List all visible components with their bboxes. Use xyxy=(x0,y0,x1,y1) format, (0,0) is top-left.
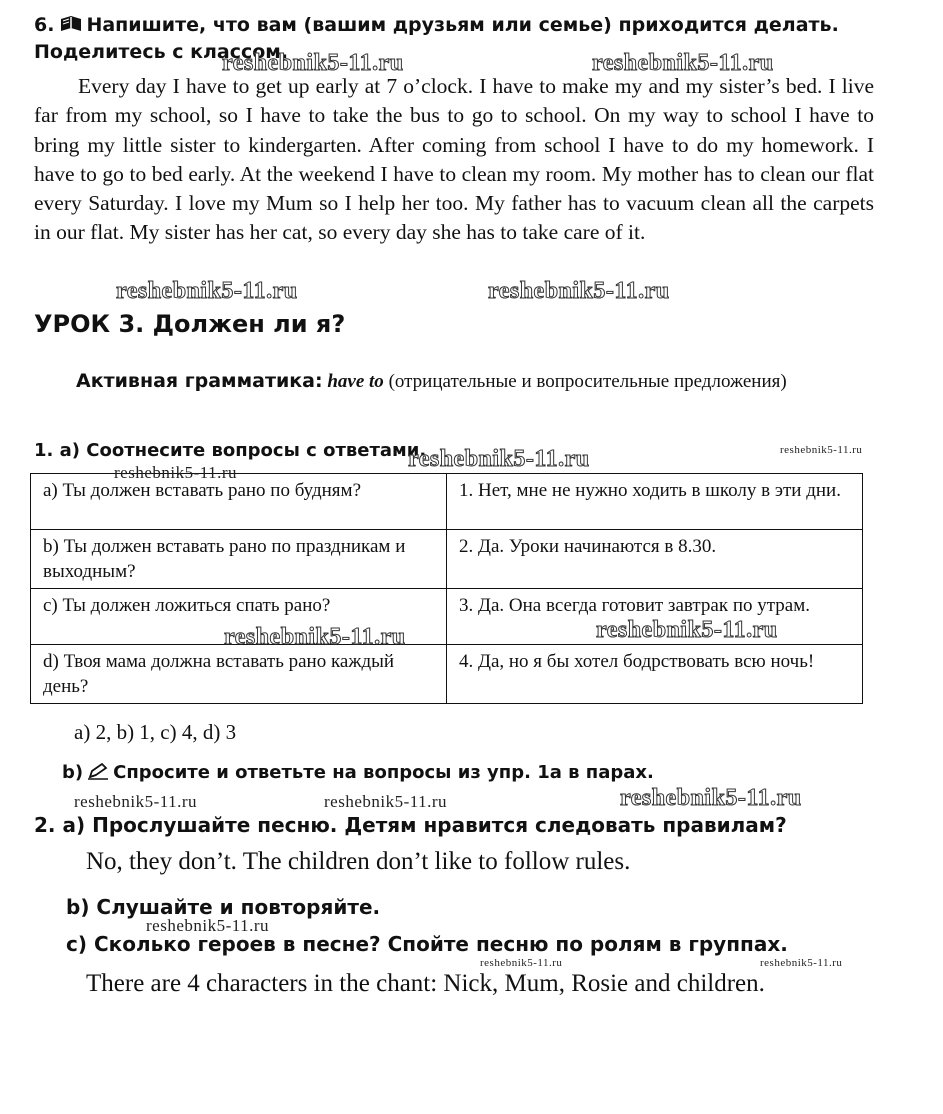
exercise-1b-instruction xyxy=(62,762,654,783)
exercise-6-number: 6. xyxy=(34,14,55,36)
book-icon xyxy=(60,15,82,33)
lesson-title: УРОК 3. Должен ли я? xyxy=(34,310,346,338)
answer-cell: 3. Да. Она всегда готовит завтрак по утрам. xyxy=(447,589,863,645)
answer-cell: 1. Нет, мне не нужно ходить в школу в эти дни. xyxy=(447,474,863,530)
exercise-1a-instruction: 1. а) Соотнесите вопросы с ответами. xyxy=(34,440,427,461)
question-cell: d) Твоя мама должна вставать рано каждый день? xyxy=(31,645,447,704)
watermark: reshebnik5-11.ru xyxy=(596,617,778,643)
watermark: reshebnik5-11.ru xyxy=(114,463,238,482)
grammar-have-to: have to xyxy=(327,371,384,392)
watermark: reshebnik5-11.ru xyxy=(146,916,270,935)
matching-table xyxy=(30,473,863,704)
exercise-2a-instruction: 2. а) Прослушайте песню. Детям нравится следовать правилам? xyxy=(34,813,787,837)
exercise-1b-label: b) xyxy=(62,762,84,783)
exercise-2c-answer: There are 4 characters in the chant: Nick, Mum, Rosie and children. xyxy=(86,970,765,997)
exercise-2b-instruction: b) Слушайте и повторяйте. xyxy=(66,895,381,919)
exercise-2a-answer: No, they don’t. The children don’t like to follow rules. xyxy=(86,848,631,875)
question-cell: c) Ты должен ложиться спать рано? xyxy=(31,589,447,645)
exercise-1b-text: Спросите и ответьте на вопросы из упр. 1a в парах. xyxy=(113,762,654,783)
watermark: reshebnik5-11.ru xyxy=(324,792,448,811)
exercise-2c-instruction: c) Сколько героев в песне? Спойте песню по ролям в группах. xyxy=(66,932,788,956)
answer-cell: 4. Да, но я бы хотел бодрствовать всю ночь! xyxy=(447,645,863,704)
watermark: reshebnik5-11.ru xyxy=(116,278,298,304)
watermark: reshebnik5-11.ru xyxy=(760,957,843,969)
watermark: reshebnik5-11.ru xyxy=(592,50,774,76)
pencil-icon xyxy=(87,762,109,780)
active-grammar xyxy=(34,368,874,395)
watermark: reshebnik5-11.ru xyxy=(480,957,563,969)
question-cell: b) Ты должен вставать рано по праздникам и выходным? xyxy=(31,530,447,589)
watermark: reshebnik5-11.ru xyxy=(408,446,590,472)
watermark: reshebnik5-11.ru xyxy=(780,444,863,456)
exercise-6-text: Напишите, что вам (вашим друзьям или семье) приходится делать. Поделитесь с классом. xyxy=(34,14,839,63)
answer-cell: 2. Да. Уроки начинаются в 8.30. xyxy=(447,530,863,589)
watermark: reshebnik5-11.ru xyxy=(224,624,406,650)
table-row xyxy=(31,530,863,589)
watermark: reshebnik5-11.ru xyxy=(222,50,404,76)
exercise-1a-answer: a) 2, b) 1, c) 4, d) 3 xyxy=(74,720,237,744)
watermark: reshebnik5-11.ru xyxy=(488,278,670,304)
watermark: reshebnik5-11.ru xyxy=(620,785,802,811)
grammar-label: Активная грамматика: xyxy=(76,370,323,392)
watermark: reshebnik5-11.ru xyxy=(74,792,198,811)
grammar-description: (отрицательные и вопросительные предложения) xyxy=(388,371,787,392)
table-row xyxy=(31,645,863,704)
question-cell: a) Ты должен вставать рано по будням? xyxy=(31,474,447,530)
exercise-6-answer: Every day I have to get up early at 7 o’clock. I have to make my and my sister’s bed. I live far from my school, so I have to take the bus to go to school. On my way to school I have to bring my little sister to kindergarten. After coming from school I have to do my homework. I have to go to bed early. At the weekend I have to clean my room. My mother has to clean our flat every Saturday. I love my Mum so I help her too. My father has to vacuum clean all the carpets in our flat. My sister has her cat, so every day she has to take care of it. xyxy=(34,74,874,245)
